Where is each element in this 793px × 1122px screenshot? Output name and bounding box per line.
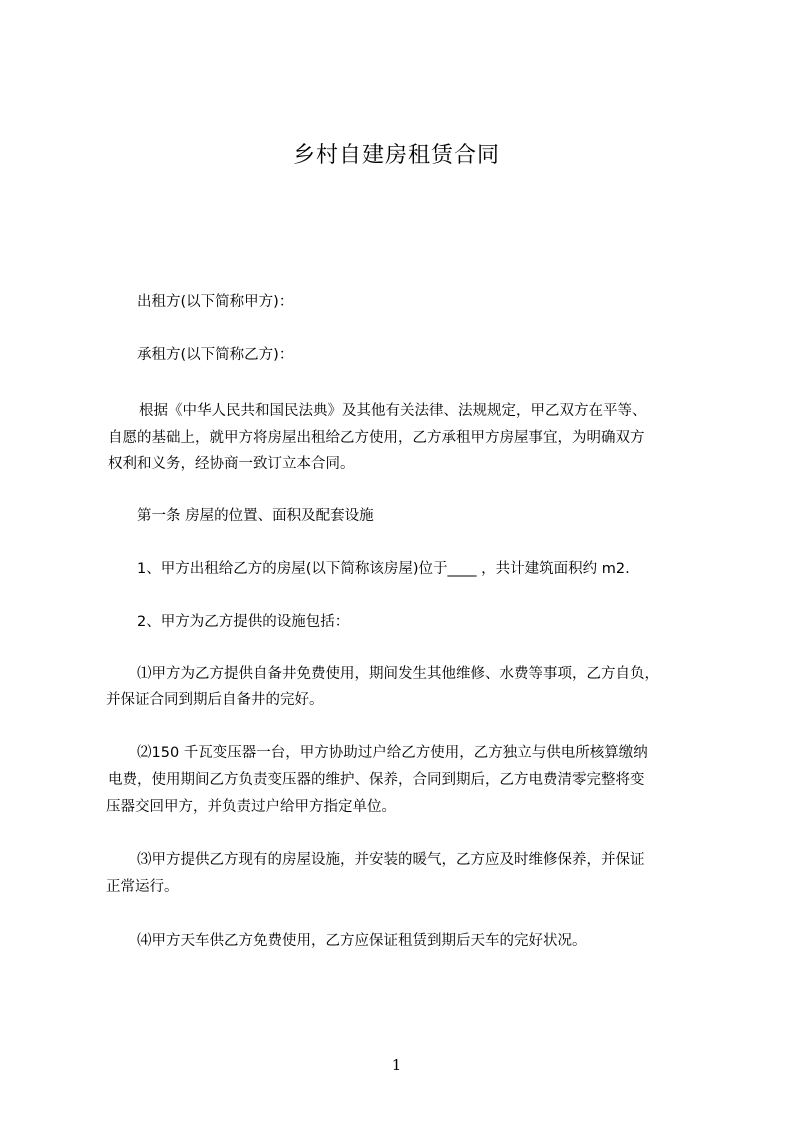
item-3-line-1: ⑶甲方提供乙方现有的房屋设施，并安装的暖气，乙方应及时维修保养，并保证	[137, 852, 645, 868]
preamble-line-3: 权利和义务，经协商一致订立本合同。	[108, 456, 355, 472]
article-1-heading: 第一条 房屋的位置、面积及配套设施	[137, 508, 374, 524]
item-2-line-3: 压器交回甲方，并负责过户给甲方指定单位。	[106, 799, 396, 815]
preamble-line-2: 自愿的基础上，就甲方将房屋出租给乙方使用，乙方承租甲方房屋事宜，为明确双方	[108, 430, 645, 446]
item-1-line-1: ⑴甲方为乙方提供自备井免费使用，期间发生其他维修、水费等事项，乙方自负，	[137, 666, 659, 682]
lessee-line: 承租方(以下简称乙方)：	[137, 347, 294, 363]
item-4-line-1: ⑷甲方天车供乙方免费使用，乙方应保证租赁到期后天车的完好状况。	[137, 933, 587, 949]
item-2-line-2: 电费，使用期间乙方负责变压器的维护、保养，合同到期后，乙方电费清零完整将变	[108, 772, 645, 788]
clause-2: 2、甲方为乙方提供的设施包括：	[137, 614, 350, 630]
clause-1: 1、甲方出租给乙方的房屋(以下简称该房屋)位于____ ，共计建筑面积约 m2.	[137, 561, 630, 577]
item-3-line-2: 正常运行。	[106, 879, 179, 895]
preamble-line-1: 根据《中华人民共和国民法典》及其他有关法律、法规规定，甲乙双方在平等、	[139, 403, 647, 419]
page-number: 1	[391, 1056, 402, 1074]
item-1-line-2: 并保证合同到期后自备井的完好。	[106, 692, 324, 708]
document-title: 乡村自建房租赁合同	[292, 143, 500, 168]
lessor-line: 出租方(以下简称甲方)：	[137, 294, 294, 310]
item-2-line-1: ⑵150 千瓦变压器一台，甲方协助过户给乙方使用，乙方独立与供电所核算缴纳	[137, 745, 648, 761]
